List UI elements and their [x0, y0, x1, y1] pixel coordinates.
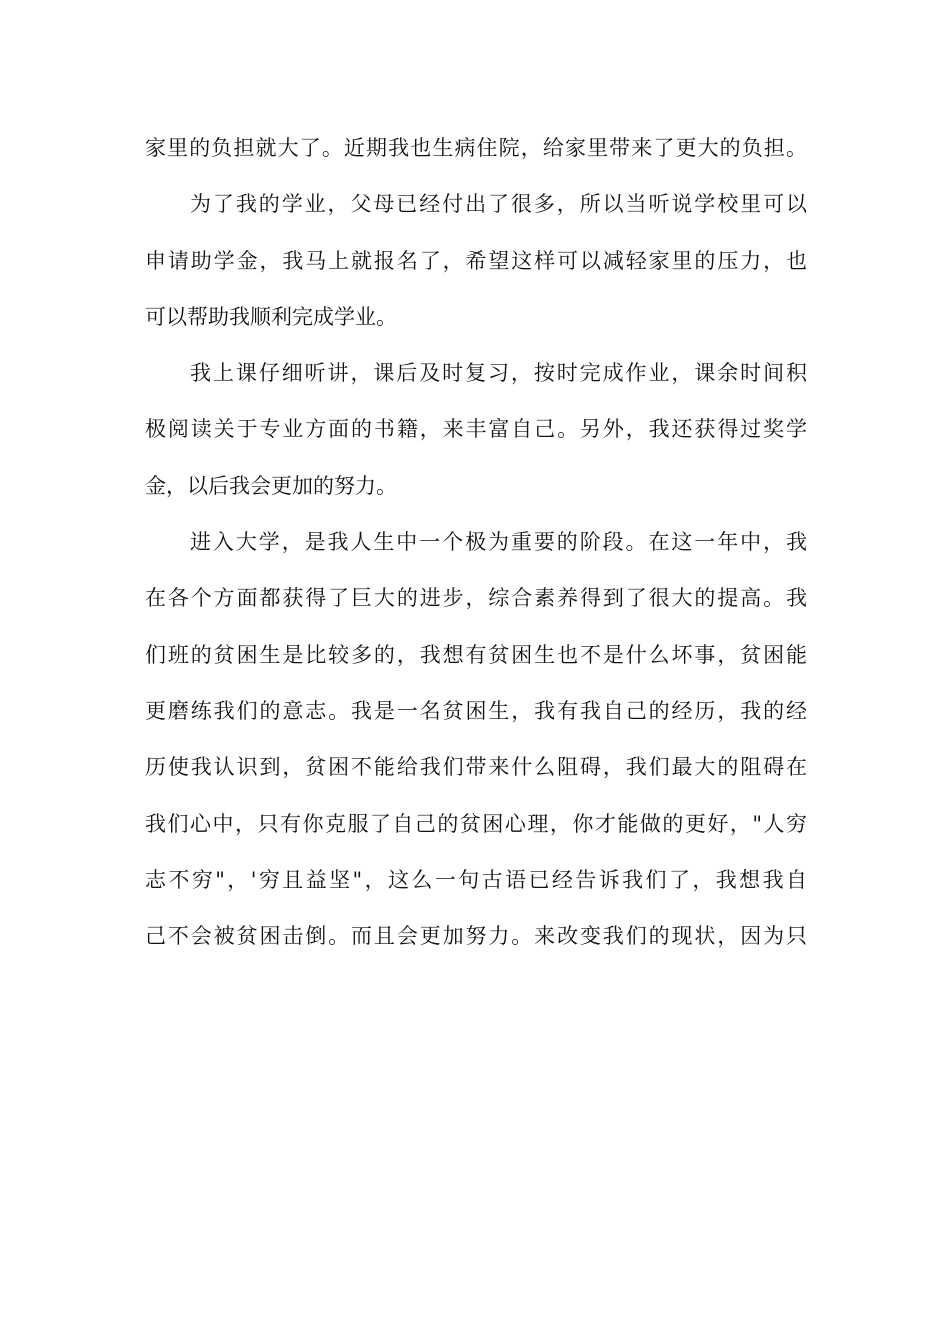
text-line: 可以帮助我顺利完成学业。: [145, 304, 397, 329]
text-line: 家里的负担就大了。近期我也生病住院，给家里带来了更大的负担。: [145, 136, 807, 160]
text-line: 己不会被贫困击倒。而且会更加努力。来改变我们的现状，因为只: [145, 924, 807, 949]
text-line: 我们心中，只有你克服了自己的贫困心理，你才能做的更好，"人穷: [145, 811, 807, 836]
text-line: 我上课仔细听讲，课后及时复习，按时完成作业，课余时间积: [190, 361, 807, 386]
text-line: 志不穷"，'穷且益坚"，这么一句古语已经告诉我们了，我想我自: [145, 867, 807, 892]
document-body: [145, 128, 807, 972]
text-line: 们班的贫困生是比较多的，我想有贫困生也不是什么坏事，贫困能: [145, 642, 807, 667]
text-line: 历使我认识到，贫困不能给我们带来什么阻碍，我们最大的阻碍在: [145, 755, 807, 780]
text-line: 极阅读关于专业方面的书籍，来丰富自己。另外，我还获得过奖学: [145, 417, 807, 442]
text-line: 进入大学，是我人生中一个极为重要的阶段。在这一年中，我: [190, 530, 807, 555]
text-line: 申请助学金，我马上就报名了，希望这样可以减轻家里的压力，也: [145, 248, 807, 273]
text-line: 金，以后我会更加的努力。: [145, 473, 397, 498]
text-line: 在各个方面都获得了巨大的进步，综合素养得到了很大的提高。我: [145, 586, 807, 611]
text-line: 更磨练我们的意志。我是一名贫困生，我有我自己的经历，我的经: [145, 698, 807, 723]
text-line: 为了我的学业，父母已经付出了很多，所以当听说学校里可以: [190, 192, 807, 217]
